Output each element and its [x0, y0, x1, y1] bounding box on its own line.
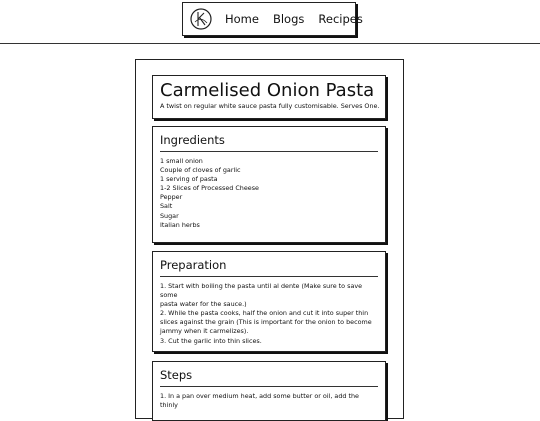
- preparation-line: 2. While the pasta cooks, half the onion and cut it into super thin: [160, 309, 369, 318]
- ingredient-item: Italian herbs: [160, 220, 200, 229]
- ingredient-item: 1 serving of pasta: [160, 175, 218, 184]
- ingredients-heading: Ingredients: [160, 133, 378, 152]
- steps-card: [152, 361, 386, 421]
- ingredient-item: Sugar: [160, 211, 179, 220]
- nav-link-blogs[interactable]: Blogs: [272, 12, 305, 26]
- ingredient-item: 1 small onion: [160, 157, 203, 165]
- k-monogram-logo-icon[interactable]: [190, 7, 212, 31]
- nav-link-home[interactable]: Home: [225, 12, 259, 26]
- preparation-text: [160, 282, 378, 346]
- recipe-subtitle: A twist on regular white sauce pasta fully customisable. Serves One.: [160, 102, 380, 110]
- ingredients-list: [160, 157, 378, 230]
- steps-text: [160, 392, 378, 410]
- header-divider: [0, 43, 540, 44]
- ingredient-item: 1-2 Slices of Processed Cheese: [160, 184, 259, 193]
- preparation-line: slices against the grain (This is important for the onion to become: [160, 318, 372, 327]
- steps-heading: Steps: [160, 368, 378, 387]
- ingredient-item: Pepper: [160, 193, 183, 202]
- preparation-card: [152, 251, 386, 352]
- preparation-line: jammy when it carmelizes).: [160, 327, 249, 336]
- ingredients-card: [152, 126, 386, 243]
- ingredient-item: Salt: [160, 202, 173, 211]
- steps-line: 1. In a pan over medium heat, add some butter or oil, add the thinly: [160, 392, 359, 410]
- ingredient-item: Couple of cloves of garlic: [160, 166, 241, 175]
- recipe-title: Carmelised Onion Pasta: [160, 80, 375, 101]
- recipe-header-card: [152, 75, 386, 119]
- preparation-line: 3. Cut the garlic into thin slices.: [160, 336, 262, 345]
- preparation-line: pasta water for the sauce.): [160, 300, 247, 309]
- nav-link-recipes[interactable]: Recipes: [318, 12, 363, 26]
- preparation-line: 1. Start with boiling the pasta until al dente (Make sure to save some: [160, 282, 363, 300]
- top-navigation: [182, 2, 363, 36]
- preparation-heading: Preparation: [160, 258, 378, 277]
